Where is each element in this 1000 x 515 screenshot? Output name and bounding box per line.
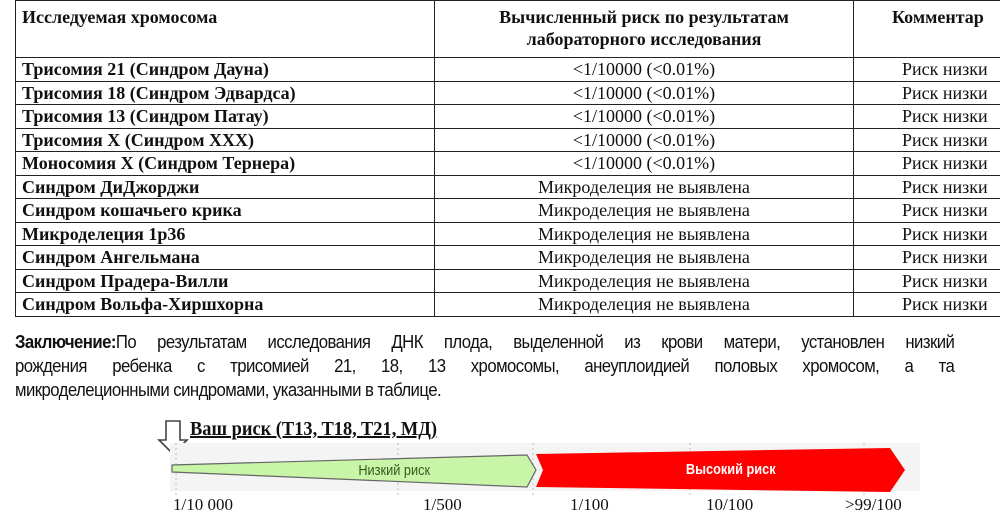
tick-1-100: 1/100 [570, 495, 609, 515]
chromosome-cell: Синдром Ангельмана [16, 246, 435, 270]
comment-cell: Риск низки [854, 199, 1000, 223]
high-risk-label: Высокий риск [686, 461, 776, 478]
risk-cell: <1/10000 (<0.01%) [435, 128, 854, 152]
comment-cell: Риск низки [854, 152, 1000, 176]
tick-1-500: 1/500 [423, 495, 462, 515]
risk-scale-title: Ваш риск (T13, T18, T21, МД) [190, 418, 437, 441]
comment-cell: Риск низки [854, 128, 1000, 152]
header-risk-line2: лабораторного исследования [441, 28, 847, 50]
chromosome-cell: Микроделеция 1p36 [16, 222, 435, 246]
risk-cell: Микроделеция не выявлена [435, 199, 854, 223]
risk-cell: Микроделеция не выявлена [435, 293, 854, 317]
chromosome-cell: Синдром Вольфа-Хиршхорна [16, 293, 435, 317]
tick-1-10000: 1/10 000 [173, 495, 233, 515]
comment-cell: Риск низки [854, 269, 1000, 293]
low-risk-label: Низкий риск [358, 462, 430, 479]
risk-cell: <1/10000 (<0.01%) [435, 58, 854, 82]
conclusion-label: Заключение: [15, 332, 116, 352]
comment-cell: Риск низки [854, 222, 1000, 246]
risk-cell: Микроделеция не выявлена [435, 246, 854, 270]
header-risk-line1: Вычисленный риск по результатам [441, 6, 847, 28]
chromosome-cell: Моносомия X (Синдром Тернера) [16, 152, 435, 176]
chromosome-cell: Синдром кошачьего крика [16, 199, 435, 223]
chromosome-cell: Синдром Прадера-Вилли [16, 269, 435, 293]
comment-cell: Риск низки [854, 58, 1000, 82]
chromosome-cell: Трисомия X (Синдром XXX) [16, 128, 435, 152]
risk-cell: <1/10000 (<0.01%) [435, 152, 854, 176]
risk-cell: Микроделеция не выявлена [435, 175, 854, 199]
risk-cell: Микроделеция не выявлена [435, 269, 854, 293]
chromosome-cell: Трисомия 13 (Синдром Патау) [16, 105, 435, 129]
comment-cell: Риск низки [854, 81, 1000, 105]
conclusion-line-3: микроделеционными синдромами, указанными в таблице. [15, 378, 954, 402]
risk-cell: <1/10000 (<0.01%) [435, 81, 854, 105]
tick-10-100: 10/100 [706, 495, 753, 515]
conclusion-line-2: рождения ребенка с трисомией 21, 18, 13 хромосомы, анеуплоидией половых хромосом, а та [15, 354, 954, 378]
comment-cell: Риск низки [854, 246, 1000, 270]
risk-cell: <1/10000 (<0.01%) [435, 105, 854, 129]
low-risk-wedge [172, 455, 536, 487]
header-chromosome: Исследуемая хромосома [16, 1, 435, 58]
comment-cell: Риск низки [854, 293, 1000, 317]
conclusion-text-1: По результатам исследования ДНК плода, выделенной из крови матери, установлен низкий [116, 332, 954, 352]
risk-cell: Микроделеция не выявлена [435, 222, 854, 246]
chromosome-cell: Синдром ДиДжорджи [16, 175, 435, 199]
chromosome-cell: Трисомия 18 (Синдром Эдвардса) [16, 81, 435, 105]
header-comment: Комментар [854, 1, 1000, 58]
tick-99-100: >99/100 [845, 495, 902, 515]
comment-cell: Риск низки [854, 105, 1000, 129]
comment-cell: Риск низки [854, 175, 1000, 199]
chromosome-cell: Трисомия 21 (Синдром Дауна) [16, 58, 435, 82]
